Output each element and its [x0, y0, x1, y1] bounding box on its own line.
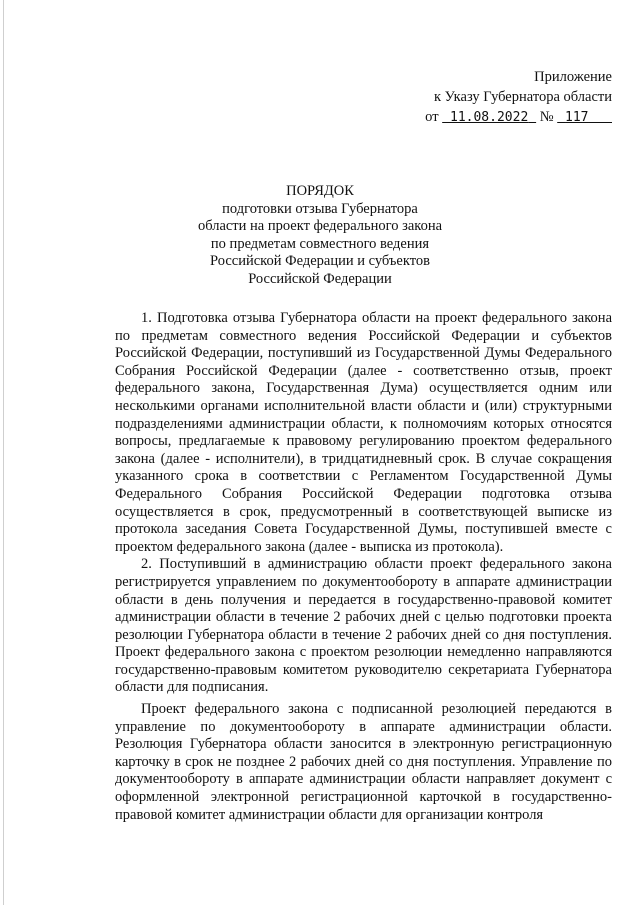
appendix-decree-ref: к Указу Губернатора области: [434, 89, 612, 105]
appendix-date-number: [425, 107, 612, 128]
title-line: подготовки отзыва Губернатора: [222, 200, 418, 217]
decree-date: 11.08.2022: [450, 110, 529, 125]
number-label: №: [539, 109, 554, 125]
title-line: Российской Федерации: [248, 270, 392, 287]
paragraph-2: 2. Поступивший в администрацию области проект федерального закона регистрируется управлением по документообороту в аппарате администрации области в день получения и передается в государственно-правовой комитет администрации области в течение 2 рабочих дней с целью подготовки проекта резолюции Губернатора области в течение 2 рабочих дней со дня поступления. Проект федерального закона с проектом резолюции немедленно направляются государственно-правовым комитетом руководителю секретариата Губернатора области для подписания.: [115, 556, 612, 696]
document-title: [100, 183, 540, 289]
appendix-label: Приложение: [534, 69, 612, 85]
title-line: области на проект федерального закона: [197, 218, 443, 235]
from-label: от: [425, 109, 439, 125]
decree-number: 117: [565, 110, 589, 125]
paragraph-3: Проект федерального закона с подписанной резолюцией передаются в управление по документообороту в аппарате администрации области. Резолюция Губернатора области заносится в электронную регистрационную карточку в срок не позднее 2 рабочих дней со дня поступления. Управление по документообороту в аппарате администрации области направляет документ с оформленной электронной регистрационной карточкой в государственно-правовой комитет администрации области для организации контроля: [115, 701, 612, 823]
page-edge-line: [3, 0, 4, 905]
title-line: по предметам совместного ведения: [210, 235, 430, 252]
title-line: Российской Федерации и субъектов: [210, 253, 430, 270]
paragraph-1: 1. Подготовка отзыва Губернатора области на проект федерального закона по предметам совместного ведения Российской Федерации и субъектов Российской Федерации, поступивший из Государственной Думы Федерального Собрания Российской Федерации (далее - соответственно отзыв, проект федерального закона, Государственная Дума) осуществляется одним или несколькими органами исполнительной власти области и (или) структурными подразделениями администрации области, к полномочиям которых относятся вопросы, предлагаемые к правовому регулированию проектом федерального закона (далее - исполнители), в тридцатидневный срок. В случае сокращения указанного срока в соответствии с Регламентом Государственной Думы Федерального Собрания Российской Федерации подготовка отзыва осуществляется в срок, предусмотренный в соответствующей выписке из протокола заседания Совета Государственной Думы, поступившей вместе с проектом федерального закона (далее - выписка из протокола).: [115, 310, 612, 555]
title-heading: ПОРЯДОК: [286, 183, 354, 199]
document-body: [115, 310, 612, 824]
appendix-block: [425, 67, 612, 128]
